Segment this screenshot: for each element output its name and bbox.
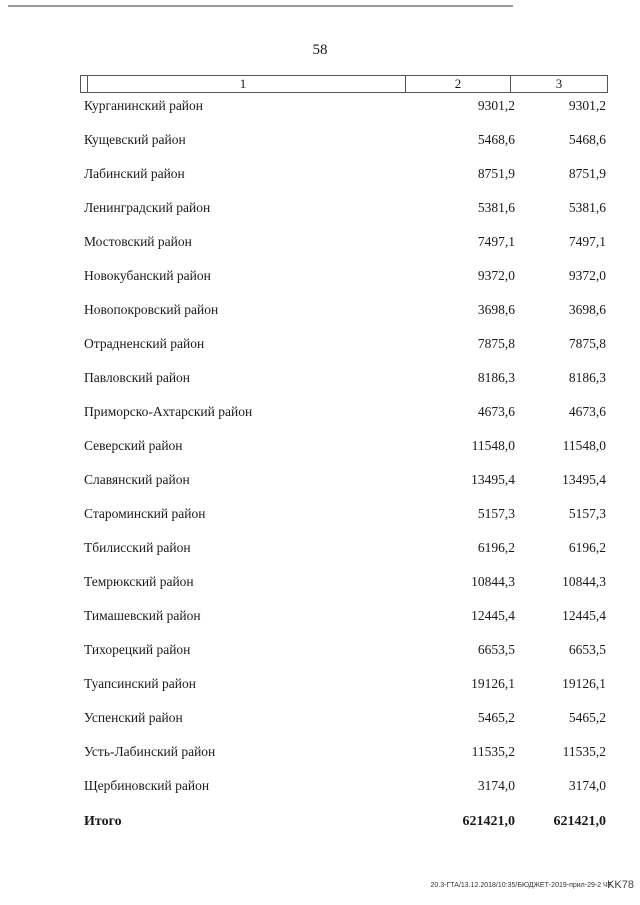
- table-row: [84, 229, 614, 263]
- col-3-value: 12445,4: [562, 608, 606, 623]
- col-3-value: 9301,2: [568, 98, 606, 113]
- table-row: [84, 501, 614, 535]
- col-3-value: 19126,1: [562, 676, 606, 691]
- col-2-value: 13495,4: [471, 472, 515, 487]
- col-3-value: 3698,6: [568, 302, 606, 317]
- header-col-2: 2: [406, 76, 511, 92]
- col-3-value: 5157,3: [568, 506, 606, 521]
- col-3-value: 3174,0: [568, 778, 606, 793]
- col-2-value: 5381,6: [477, 200, 515, 215]
- col-2-value: 6653,5: [477, 642, 515, 657]
- header-col-3: 3: [555, 76, 563, 91]
- district-name: Отрадненский район: [84, 336, 205, 351]
- table-row: [84, 297, 614, 331]
- col-3-value: 10844,3: [562, 574, 606, 589]
- district-name: Усть-Лабинский район: [84, 744, 216, 759]
- col-2-value: 5468,6: [477, 132, 515, 147]
- top-rule: [8, 5, 513, 7]
- col-2-value: 19126,1: [471, 676, 515, 691]
- district-name: Курганинский район: [84, 98, 204, 113]
- table-row: [84, 433, 614, 467]
- district-name: Туапсинский район: [84, 676, 196, 691]
- footer-note: 20.3-ГТА/13.12.2018/10:35/БЮДЖЕТ-2019-прил-29-2 ЧТ: [430, 882, 612, 889]
- col-2-value: 5157,3: [477, 506, 515, 521]
- total-row: [84, 812, 614, 832]
- col-2-value: 9301,2: [477, 98, 515, 113]
- district-name: Ленинградский район: [84, 200, 211, 215]
- table-row: [84, 603, 614, 637]
- table-row: [84, 399, 614, 433]
- col-2-value: 11535,2: [471, 744, 515, 759]
- district-name: Приморско-Ахтарский район: [84, 404, 253, 419]
- col-2-value: 7497,1: [477, 234, 515, 249]
- header-col-1: 1: [81, 76, 406, 92]
- district-name: Кущевский район: [84, 132, 186, 147]
- district-name: Павловский район: [84, 370, 191, 385]
- district-name: Тбилисский район: [84, 540, 191, 555]
- district-name: Славянский район: [84, 472, 190, 487]
- header-tick: [87, 76, 88, 92]
- col-2-value: 10844,3: [471, 574, 515, 589]
- col-3-value: 7875,8: [568, 336, 606, 351]
- col-2-value: 12445,4: [471, 608, 515, 623]
- col-3-value: 6196,2: [568, 540, 606, 555]
- table-row: [84, 569, 614, 603]
- table-row: [84, 773, 614, 807]
- district-name: Новокубанский район: [84, 268, 211, 283]
- col-2-value: 6196,2: [477, 540, 515, 555]
- table-row: [84, 535, 614, 569]
- col-3-value: 8751,9: [568, 166, 606, 181]
- district-name: Северский район: [84, 438, 183, 453]
- col-3-value: 11535,2: [562, 744, 606, 759]
- page-number: 58: [312, 42, 328, 58]
- table-row: [84, 637, 614, 671]
- district-name: Мостовский район: [84, 234, 192, 249]
- table-row: [84, 195, 614, 229]
- table-row: [84, 467, 614, 501]
- col-3-value: 8186,3: [568, 370, 606, 385]
- col-2-value: 7875,8: [477, 336, 515, 351]
- col-2-value: 5465,2: [477, 710, 515, 725]
- col-2-value: 4673,6: [477, 404, 515, 419]
- col-2-value: 9372,0: [477, 268, 515, 283]
- footer-stamp: KK78: [607, 879, 634, 891]
- district-name: Щербиновский район: [84, 778, 210, 793]
- col-2-value: 11548,0: [471, 438, 515, 453]
- table-body: [84, 93, 614, 807]
- table-row: [84, 671, 614, 705]
- col-2-value: 3174,0: [477, 778, 515, 793]
- col-3-value: 5381,6: [568, 200, 606, 215]
- total-col-3: 621421,0: [553, 814, 606, 829]
- col-2-value: 3698,6: [477, 302, 515, 317]
- district-name: Тимашевский район: [84, 608, 201, 623]
- district-name: Лабинский район: [84, 166, 185, 181]
- district-name: Тихорецкий район: [84, 642, 191, 657]
- district-name: Темрюкский район: [84, 574, 194, 589]
- col-2-value: 8186,3: [477, 370, 515, 385]
- table-row: [84, 161, 614, 195]
- col-3-value: 11548,0: [562, 438, 606, 453]
- total-col-2: 621421,0: [462, 814, 515, 829]
- col-3-value: 7497,1: [568, 234, 606, 249]
- col-3-value: 13495,4: [562, 472, 606, 487]
- table-row: [84, 93, 614, 127]
- col-3-value: 6653,5: [568, 642, 606, 657]
- table-row: [84, 331, 614, 365]
- table-row: [84, 705, 614, 739]
- district-name: Новопокровский район: [84, 302, 219, 317]
- table-row: [84, 739, 614, 773]
- district-name: Староминский район: [84, 506, 206, 521]
- total-label: Итого: [84, 814, 122, 829]
- col-3-value: 5465,2: [568, 710, 606, 725]
- table-row: [84, 127, 614, 161]
- table-row: [84, 263, 614, 297]
- col-3-value: 5468,6: [568, 132, 606, 147]
- district-name: Успенский район: [84, 710, 183, 725]
- table-row: [84, 365, 614, 399]
- col-3-value: 4673,6: [568, 404, 606, 419]
- col-2-value: 8751,9: [477, 166, 515, 181]
- col-3-value: 9372,0: [568, 268, 606, 283]
- table-header: [80, 75, 608, 93]
